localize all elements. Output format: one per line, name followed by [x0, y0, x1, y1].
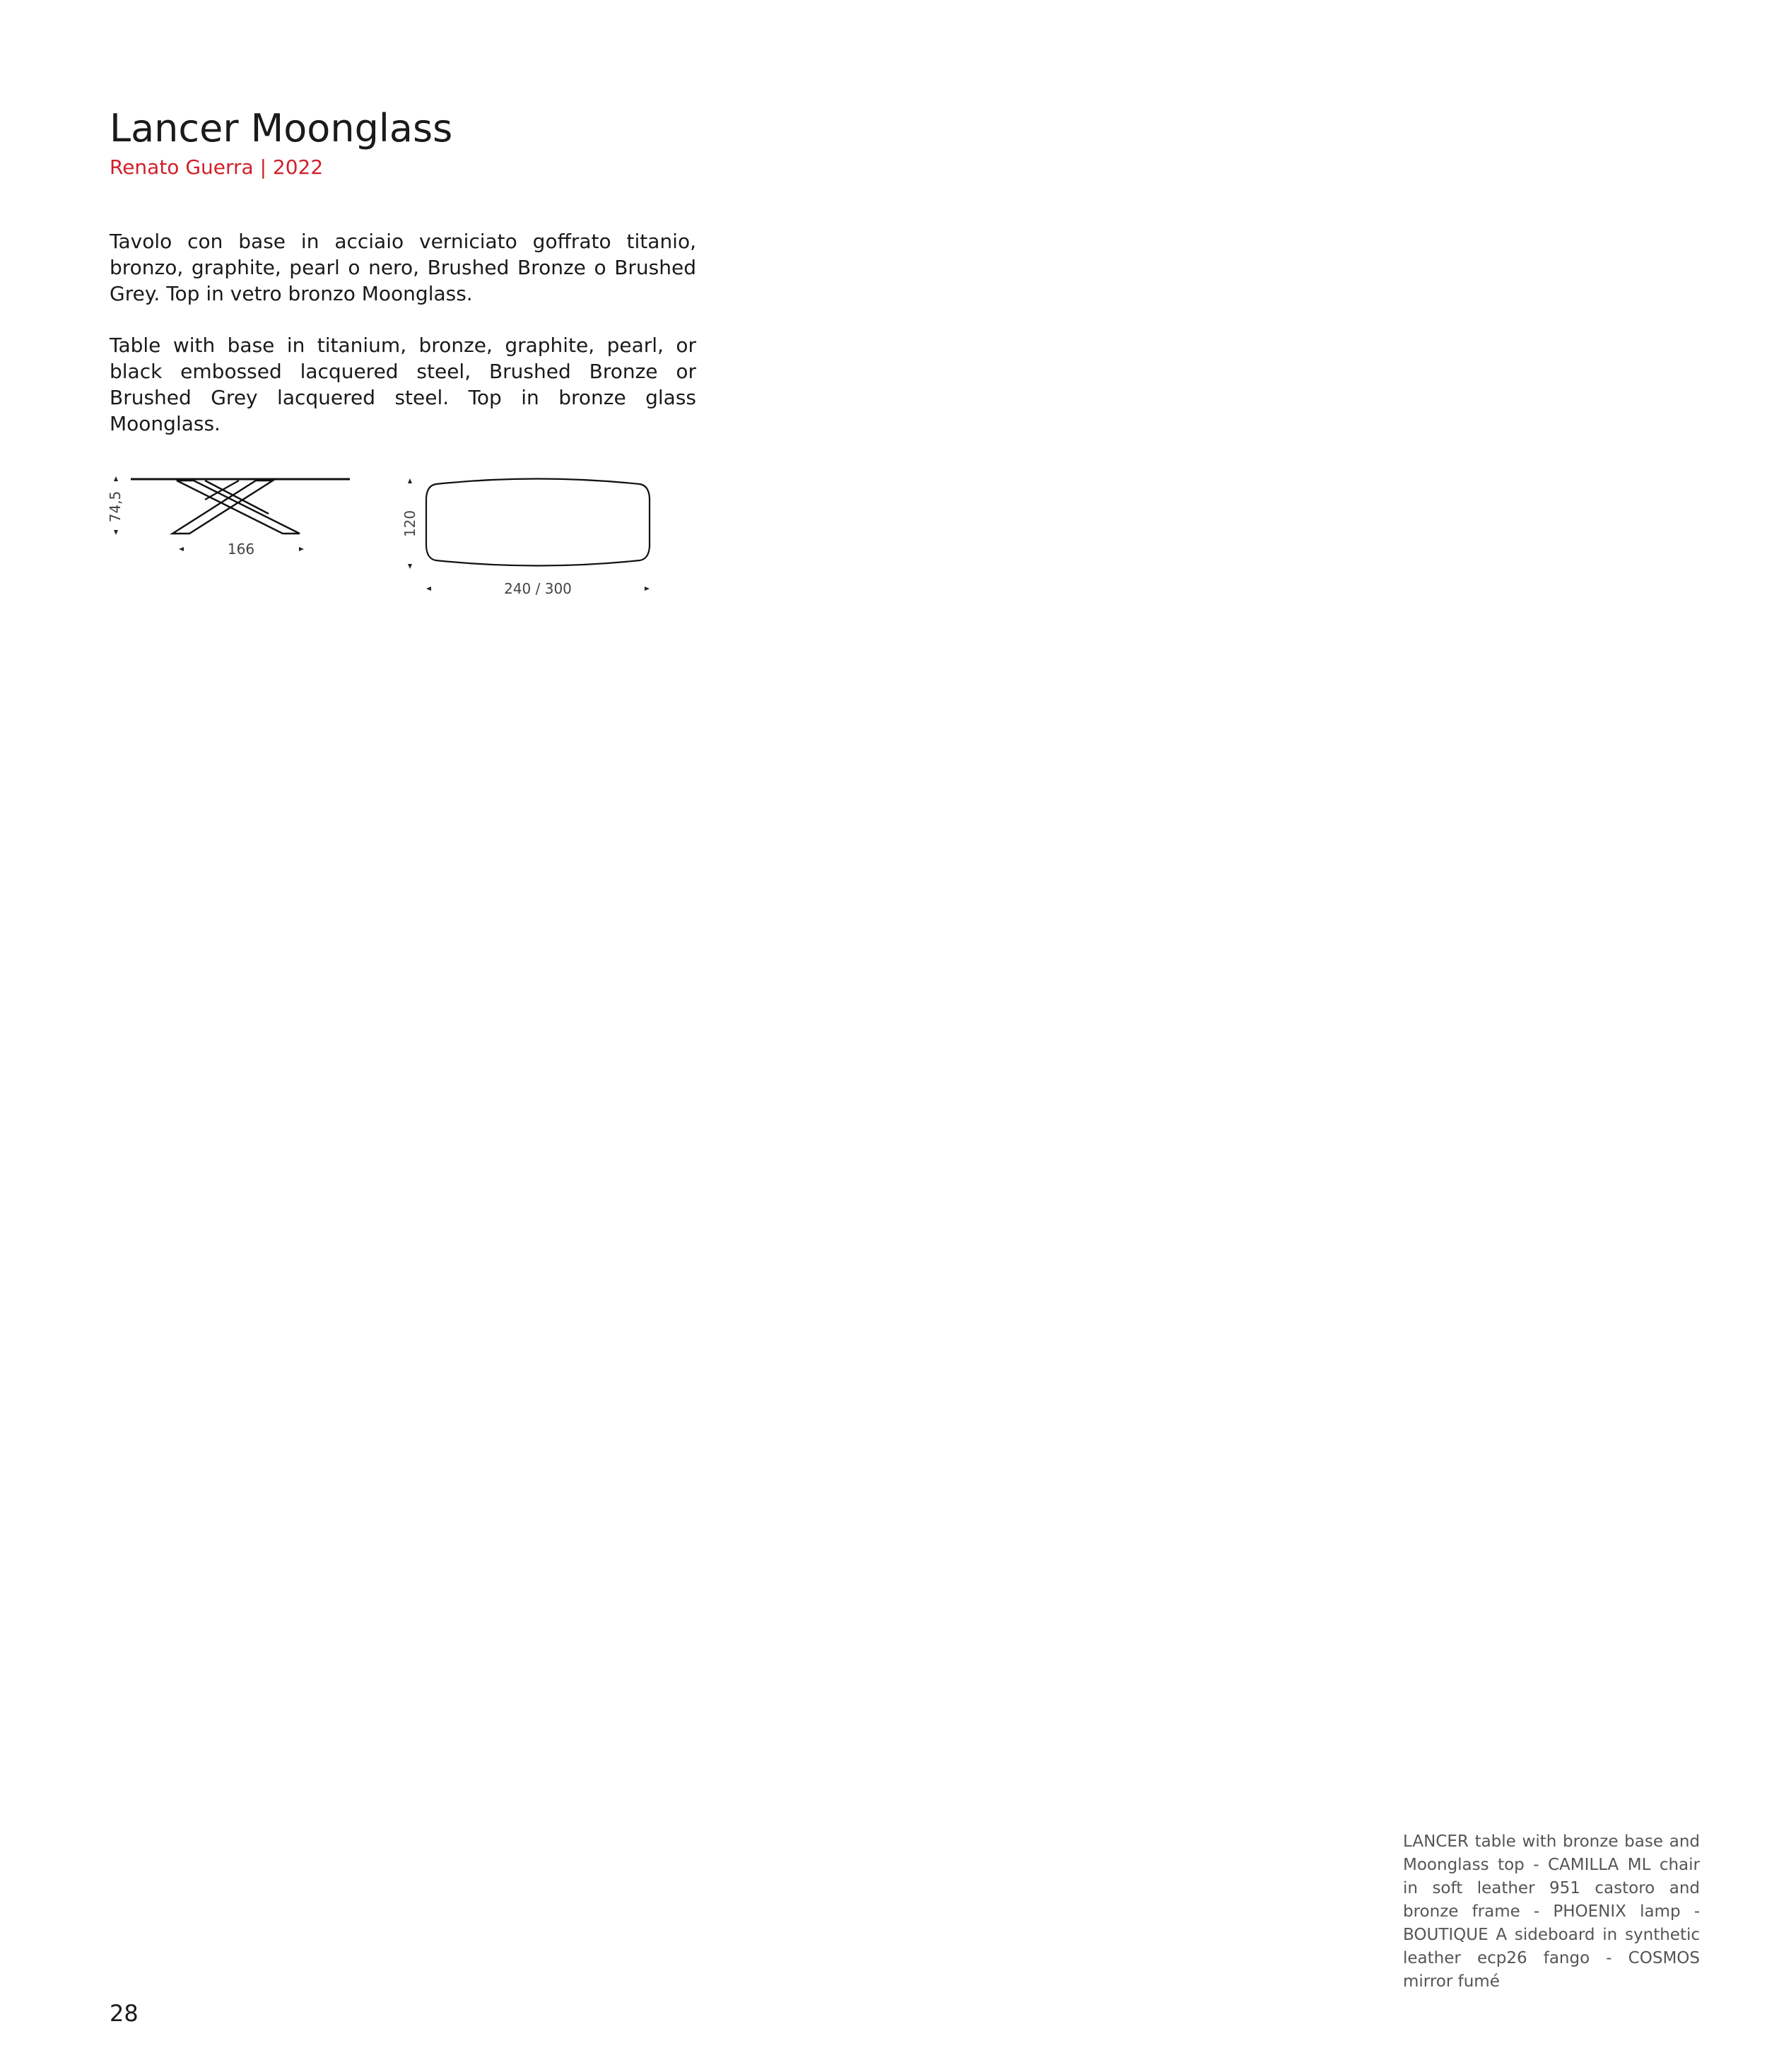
length-arrow-right [645, 587, 650, 591]
page-number: 28 [110, 2000, 139, 2027]
designer-year: Renato Guerra | 2022 [110, 155, 324, 179]
depth-arrow-top [408, 478, 412, 483]
base-width-arrow-left [179, 547, 184, 551]
dimension-drawings [106, 470, 671, 608]
depth-arrow-bottom [408, 564, 412, 569]
depth-label: 120 [401, 510, 418, 538]
top-view-outline [426, 479, 650, 566]
base-width-label: 166 [227, 541, 255, 558]
base-width-arrow-right [299, 547, 304, 551]
description-english: Table with base in titanium, bronze, graphite, pearl, or black embossed lacquered steel, Brushed Bronze or Brushed Grey lacquered steel. Top in bronze glass Moonglass. [110, 334, 696, 435]
height-arrow-bottom [114, 530, 118, 535]
description-italian: Tavolo con base in acciaio verniciato goffrato titanio, bronzo, graphite, pearl o nero, Brushed Bronze o Brushed Grey. Top in vetro bronzo Moonglass. [110, 230, 696, 305]
top-view-drawing [401, 478, 650, 597]
height-label: 74,5 [107, 490, 124, 523]
product-title: Lancer Moonglass [110, 106, 453, 151]
side-view-drawing [107, 476, 350, 558]
photo-caption: LANCER table with bronze base and Moonglass top - CAMILLA ML chair in soft leather 951 castoro and bronze frame - PHOENIX lamp - BOUTIQUE A sideboard in synthetic leather ecp26 fango - COSMOS mirror fumé [1403, 1832, 1700, 1991]
length-label: 240 / 300 [504, 580, 572, 597]
height-arrow-top [114, 476, 118, 481]
length-arrow-left [426, 587, 431, 591]
side-view-legs [172, 481, 300, 534]
